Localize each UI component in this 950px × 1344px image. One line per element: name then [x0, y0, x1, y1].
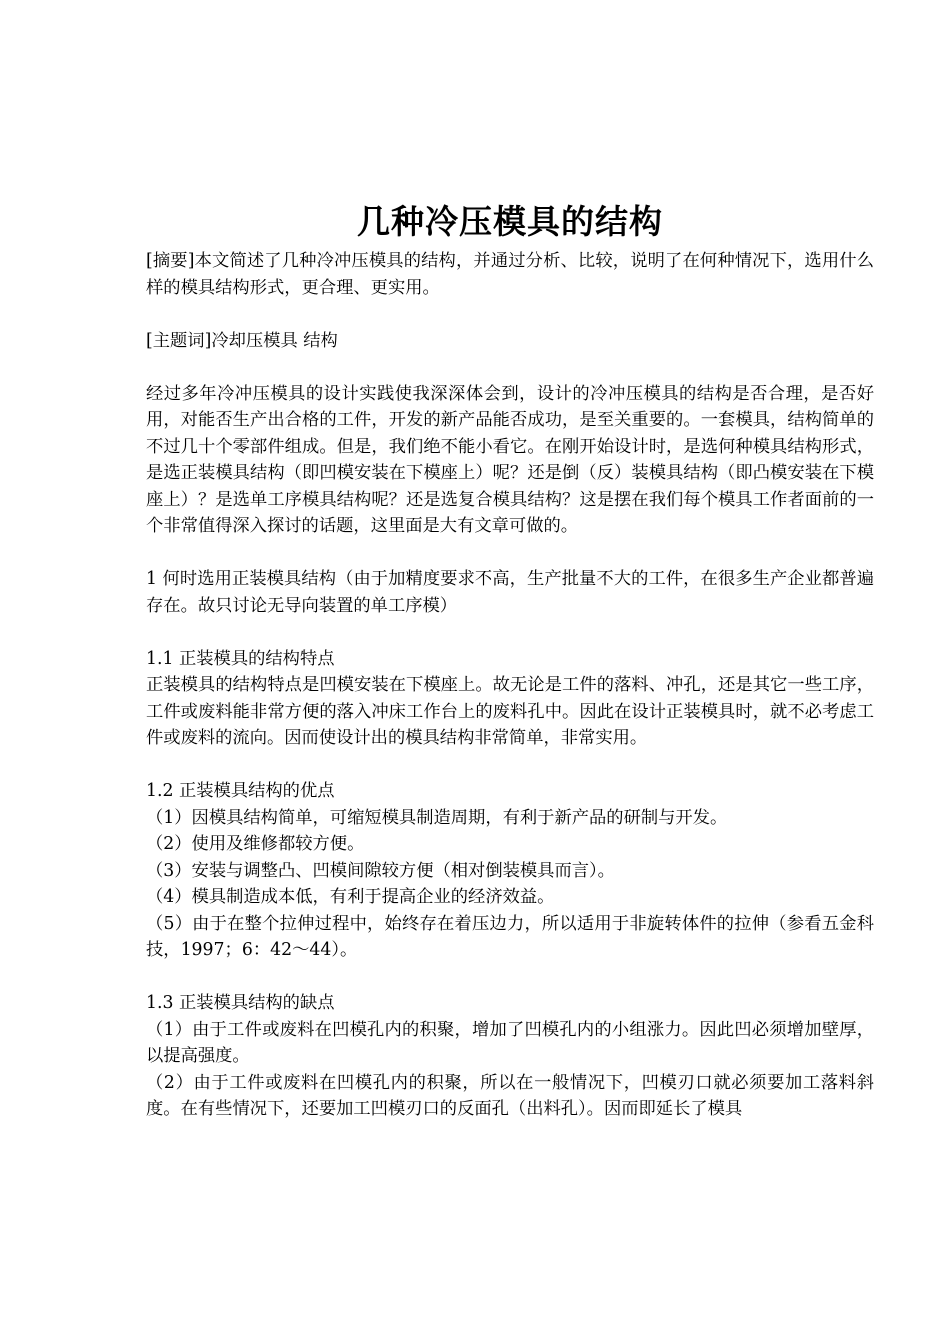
- list-item: （3）安装与调整凸、凹模间隙较方便（相对倒装模具而言）。: [146, 860, 615, 881]
- paragraph-spacer: [146, 752, 874, 779]
- paragraph-spacer: [146, 619, 874, 646]
- document-title: 几种冷压模具的结构: [357, 202, 663, 241]
- list-item: （4）模具制造成本低，有利于提高企业的经济效益。: [146, 887, 555, 907]
- intro-paragraph: 经过多年冷冲压模具的设计实践使我深深体会到，设计的冷冲压模具的结构是否合理，是否好用，对能否生产出合格的工件，开发的新产品能否成功，是至关重要的。一套模具，结构简单的不过几十个零部件组成。但是，我们绝不能小看它。在刚开始设计时，是选何种模具结构形式，是选正装模具结构（即凹模安装在下模座上）呢？还是倒（反）装模具结构（即凸模安装在下模座上）？是选单工序模具结构呢？还是选复合模具结构？这是摆在我们每个模具工作者面前的一个非常值得深入探讨的话题，这里面是大有文章可做的。: [146, 383, 874, 536]
- list-item: （2）由于工件或废料在凹模孔内的积聚，所以在一般情况下，凹模刃口就必须要加工落料斜度。在有些情况下，还要加工凹模刃口的反面孔（出料孔）。因而即延长了模具: [146, 1072, 874, 1119]
- list-item: （1）由于工件或废料在凹模孔内的积聚，增加了凹模孔内的小组涨力。因此凹必须增加壁厚，以提高强度。: [146, 1019, 874, 1066]
- section-1-3-heading: 1.3 正装模具结构的缺点: [146, 993, 335, 1013]
- list-item: （2）使用及维修都较方便。: [146, 834, 365, 854]
- list-item: （1）因模具结构简单，可缩短模具制造周期，有利于新产品的研制与开发。: [146, 807, 728, 828]
- paragraph-spacer: [146, 964, 874, 991]
- document-body: [146, 198, 874, 1123]
- abstract-paragraph: [摘要]本文简述了几种冷冲压模具的结构，并通过分析、比较，说明了在何种情况下，选用什么样的模具结构形式，更合理、更实用。: [146, 251, 874, 298]
- section-1-1-heading: 1.1 正装模具的结构特点: [146, 648, 335, 669]
- paragraph-spacer: [146, 301, 874, 328]
- list-item: （5）由于在整个拉伸过程中，始终存在着压边力，所以适用于非旋转体件的拉伸（参看五金科技，1997；6：42～44）。: [146, 913, 874, 960]
- section-1-heading: 1 何时选用正装模具结构（由于加精度要求不高，生产批量不大的工件，在很多生产企业都普遍存在。故只讨论无导向装置的单工序模）: [146, 569, 874, 616]
- keywords-line: [主题词]冷却压模具 结构: [146, 330, 338, 351]
- paragraph-spacer: [146, 540, 874, 567]
- section-1-1-body: 正装模具的结构特点是凹模安装在下模座上。故无论是工件的落料、冲孔，还是其它一些工序，工件或废料能非常方便的落入冲床工作台上的废料孔中。因此在设计正装模具时，就不必考虑工件或废料的流向。因而使设计出的模具结构非常简单，非常实用。: [146, 675, 874, 748]
- section-1-2-heading: 1.2 正装模具结构的优点: [146, 781, 335, 801]
- paragraph-spacer: [146, 354, 874, 381]
